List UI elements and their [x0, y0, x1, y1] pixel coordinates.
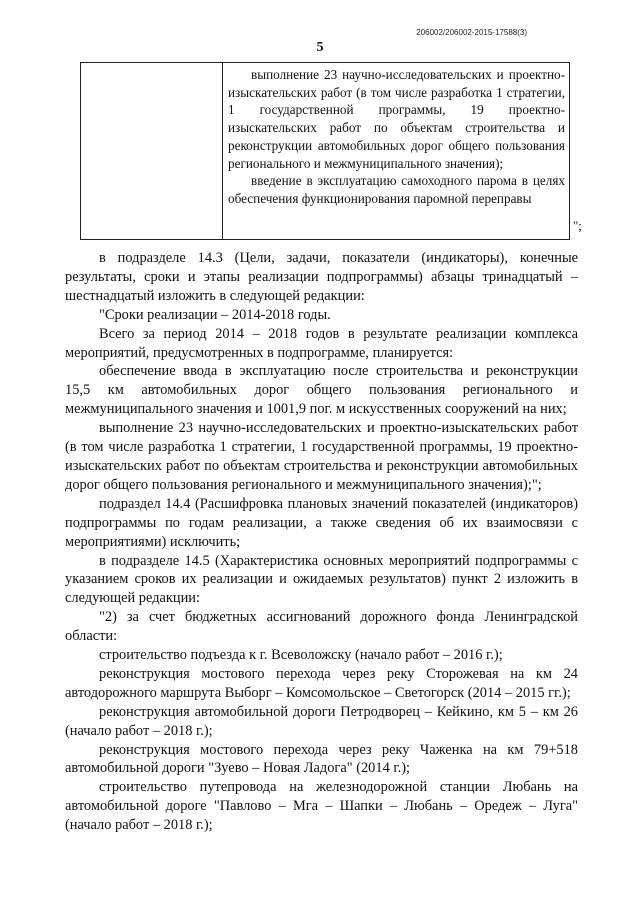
- body-paragraph: реконструкция мостового перехода через реку Сторожевая на км 24 автодорожного маршрута Выборг – Комсомольское – Светогорск (2014 – 2015 гг.);: [65, 665, 578, 701]
- continuation-table: [80, 62, 570, 240]
- body-paragraph: "Сроки реализации – 2014-2018 годы.: [99, 306, 331, 323]
- body-paragraph: реконструкция мостового перехода через реку Чаженка на км 79+518 автомобильной дороги "Зуево – Новая Ладога" (2014 г.);: [65, 741, 578, 777]
- body-paragraph: строительство путепровода на железнодорожной станции Любань на автомобильной дороге "Павлово – Мга – Шапки – Любань – Оредеж – Луга" (начало работ – 2018 г.);: [65, 779, 578, 834]
- body-paragraph: реконструкция автомобильной дороги Петродворец – Кейкино, км 5 – км 26 (начало работ – 2018 г.);: [65, 703, 578, 739]
- body-paragraph: подраздел 14.4 (Расшифровка плановых значений показателей (индикаторов) подпрограммы по годам реализации, а также сведения об их взаимосвязи с мероприятиями) исключить;: [65, 495, 578, 550]
- body-paragraph: в подразделе 14.3 (Цели, задачи, показатели (индикаторы), конечные результаты, сроки и этапы реализации подпрограммы) абзацы тринадцатый – шестнадцатый изложить в следующей редакции:: [65, 250, 578, 304]
- table-paragraph: введение в эксплуатацию самоходного парома в целях обеспечения функционирования паромной переправы: [228, 173, 565, 206]
- body-paragraph: выполнение 23 научно-исследовательских и проектно-изыскательских работ (в том числе разработка 1 стратегии, 1 государственной программы, 19 проектно-изыскательских работ по объектам строительства и реконструкции автомобильных дорог общего пользования регионального и межмуниципального значения);";: [65, 420, 578, 493]
- body-paragraph: Всего за период 2014 – 2018 годов в результате реализации комплекса мероприятий, предусмотренных в подпрограмме, планируется:: [65, 325, 578, 361]
- document-id: 206002/206002-2015-17588(3): [416, 28, 527, 37]
- table-paragraph: выполнение 23 научно-исследовательских и проектно-изыскательских работ (в том числе разработка 1 стратегии, 1 государственной программы, 19 проектно-изыскательских работ по объектам строительства и реконструкции автомобильных дорог общего пользования регионального и межмуниципального значения);: [228, 67, 565, 171]
- body-paragraph: в подразделе 14.5 (Характеристика основных мероприятий подпрограммы с указанием сроков их реализации и ожидаемых результатов) пункт 2 изложить в следующей редакции:: [65, 552, 578, 607]
- body-paragraph: строительство подъезда к г. Всеволожску (начало работ – 2016 г.);: [99, 647, 503, 664]
- body-paragraph: "2) за счет бюджетных ассигнований дорожного фонда Ленинградской области:: [65, 609, 578, 645]
- page-number: 5: [316, 40, 324, 55]
- body-paragraph: обеспечение ввода в эксплуатацию после строительства и реконструкции 15,5 км автомобильных дорог общего пользования регионального и межмуниципального значения и 1001,9 пог. м искусственных сооружений на них;: [65, 363, 578, 418]
- table-left-cell: [81, 63, 223, 239]
- body-text: [65, 249, 578, 835]
- table-right-cell: [223, 63, 569, 239]
- table-closing-mark: ";: [573, 218, 582, 233]
